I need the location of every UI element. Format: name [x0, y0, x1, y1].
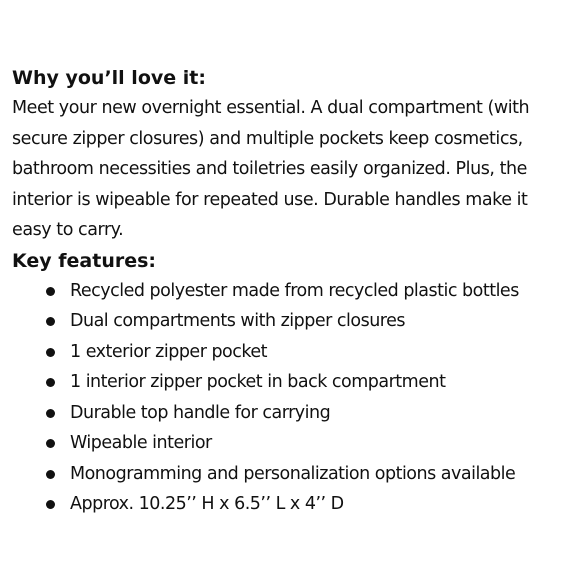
feature-text: Monogramming and personalization options available — [70, 463, 516, 484]
feature-item — [46, 428, 568, 459]
bullet-icon — [46, 409, 55, 418]
feature-item — [46, 398, 568, 429]
bullet-icon — [46, 500, 55, 509]
feature-text: Dual compartments with zipper closures — [70, 311, 405, 331]
feature-item — [46, 337, 568, 368]
feature-text: 1 interior zipper pocket in back compartment — [70, 372, 446, 392]
feature-item — [46, 306, 568, 337]
bullet-icon — [46, 317, 55, 326]
key-features-heading: Key features: — [12, 249, 157, 272]
bullet-icon — [46, 470, 55, 479]
feature-item — [46, 459, 568, 490]
feature-text: Approx. 10.25’’ H x 6.5’’ L x 4’’ D — [70, 494, 344, 514]
bullet-icon — [46, 439, 55, 448]
key-features-list — [12, 276, 568, 520]
description-content — [12, 63, 568, 520]
bullet-icon — [46, 287, 55, 296]
why-love-it-heading: Why you’ll love it: — [12, 67, 206, 89]
feature-item — [46, 489, 568, 520]
bullet-icon — [46, 378, 55, 387]
feature-text: 1 exterior zipper pocket — [70, 341, 268, 362]
bullet-icon — [46, 348, 55, 357]
feature-item — [46, 276, 568, 307]
why-love-it-paragraph: Meet your new overnight essential. A dual compartment (with secure zipper closures) and multiple pockets keep cosmetics, bathroom necessities and toiletries easily organized. Plus, the interior is wipeable for repeated use. Durable handles make it easy to carry. — [12, 98, 530, 240]
feature-item — [46, 367, 568, 398]
feature-text: Durable top handle for carrying — [70, 402, 331, 423]
feature-text: Recycled polyester made from recycled plastic bottles — [70, 280, 519, 301]
feature-text: Wipeable interior — [70, 433, 212, 453]
